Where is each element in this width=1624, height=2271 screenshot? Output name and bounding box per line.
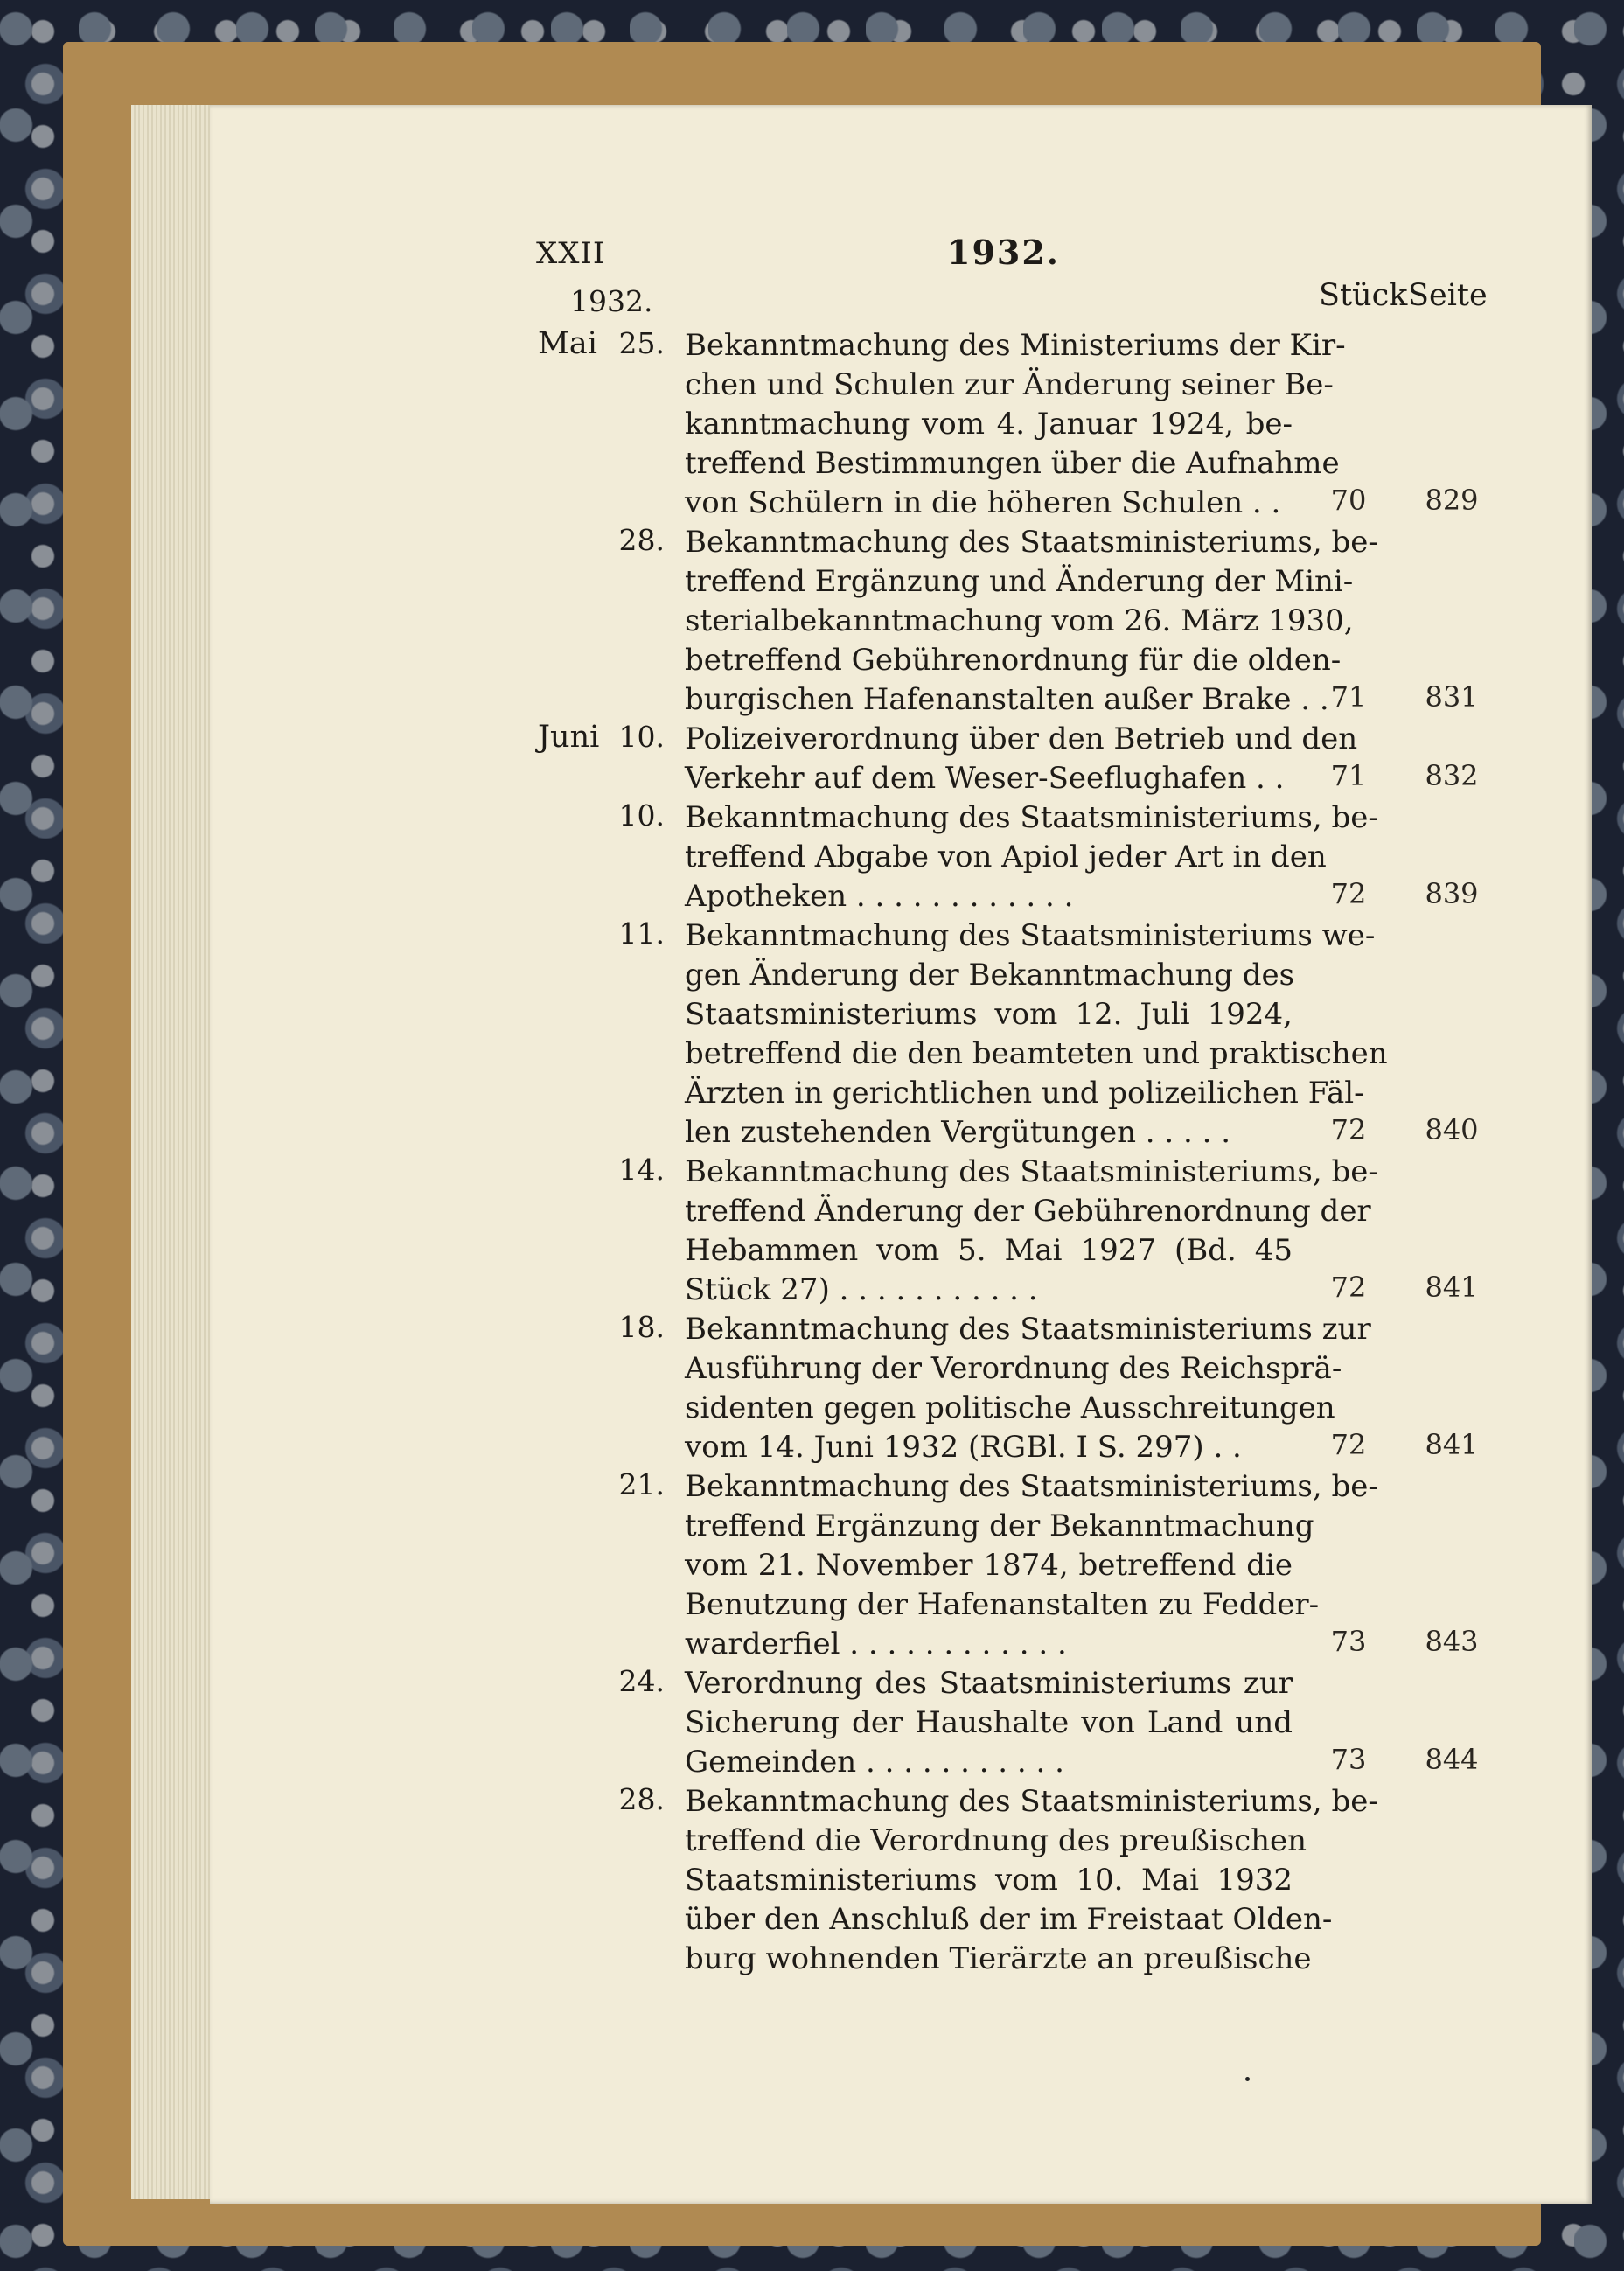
entry-seite: 841 xyxy=(1425,1271,1479,1304)
entry-line: vom 14. Juni 1932 (RGBl. I S. 297) . . xyxy=(685,1430,1242,1465)
entry-line: Hebammen vom 5. Mai 1927 (Bd. 45 xyxy=(685,1233,1293,1268)
running-head-year: 1932. xyxy=(947,233,1060,272)
entry-line: vom 21. November 1874, betreffend die xyxy=(685,1548,1293,1583)
entry-day: 21. xyxy=(618,1467,665,1501)
entry-line: von Schülern in die höheren Schulen . . xyxy=(685,485,1281,520)
entry-day: 24. xyxy=(618,1664,665,1698)
entry-stueck: 71 xyxy=(1330,680,1367,714)
entry-day: 28. xyxy=(618,1782,665,1816)
entry-description xyxy=(685,1782,1378,1979)
entry-line: Bekanntmachung des Staatsministeriums, be- xyxy=(685,1784,1378,1819)
entry-month: Mai xyxy=(538,326,597,361)
entry-seite: 844 xyxy=(1425,1743,1479,1776)
entry-line: treffend Abgabe von Apiol jeder Art in den xyxy=(685,839,1327,874)
entry-stueck: 72 xyxy=(1330,1113,1367,1146)
entry-seite: 832 xyxy=(1425,759,1479,792)
entry-line: Bekanntmachung des Staatsministeriums we- xyxy=(685,918,1376,953)
entry-line: warderfiel . . . . . . . . . . . . xyxy=(685,1627,1067,1661)
entry-line: Polizeiverordnung über den Betrieb und den xyxy=(685,721,1358,756)
entry-stueck: 73 xyxy=(1330,1625,1367,1658)
entry-line: Apotheken . . . . . . . . . . . . xyxy=(685,879,1074,914)
entry-day: 28. xyxy=(618,523,665,557)
entry-line: Gemeinden . . . . . . . . . . . xyxy=(685,1745,1064,1780)
entry-line: Ausführung der Verordnung des Reichsprä- xyxy=(685,1351,1342,1386)
entry-line: Verkehr auf dem Weser-Seeflughafen . . xyxy=(685,761,1285,796)
page-number: XXII xyxy=(536,236,606,271)
entry-line: Stück 27) . . . . . . . . . . . xyxy=(685,1272,1038,1307)
entry-line: len zustehenden Vergütungen . . . . . xyxy=(685,1115,1231,1150)
entry-line: Staatsministeriums vom 10. Mai 1932 xyxy=(685,1863,1293,1898)
entry-day: 14. xyxy=(618,1153,665,1187)
entry-description xyxy=(685,1664,1293,1782)
entry-line: Sicherung der Haushalte von Land und xyxy=(685,1705,1293,1740)
entry-line: Bekanntmachung des Staatsministeriums, be- xyxy=(685,1469,1378,1504)
entry-line: sterialbekanntmachung vom 26. März 1930, xyxy=(685,603,1354,638)
entry-line: burg wohnenden Tierärzte an preußische xyxy=(685,1941,1312,1976)
entry-line: Staatsministeriums vom 12. Juli 1924, xyxy=(685,997,1293,1032)
entry-seite: 843 xyxy=(1425,1625,1479,1658)
entry-line: chen und Schulen zur Änderung seiner Be- xyxy=(685,367,1334,402)
entry-stueck: 72 xyxy=(1330,877,1367,910)
column-seite: Seite xyxy=(1408,278,1488,313)
entry-day: 18. xyxy=(618,1310,665,1344)
entry-seite: 829 xyxy=(1425,484,1479,517)
column-stueck: Stück xyxy=(1319,278,1408,313)
entry-line: betreffend die den beamteten und praktischen xyxy=(685,1036,1388,1071)
entry-seite: 841 xyxy=(1425,1428,1479,1461)
entry-line: über den Anschluß der im Freistaat Olden- xyxy=(685,1902,1333,1937)
entry-stueck: 71 xyxy=(1330,759,1367,792)
entry-seite: 831 xyxy=(1425,680,1479,714)
entry-stueck: 70 xyxy=(1330,484,1367,517)
entry-description xyxy=(685,326,1346,523)
entry-line: kanntmachung vom 4. Januar 1924, be- xyxy=(685,407,1293,442)
entry-stueck: 72 xyxy=(1330,1271,1367,1304)
entry-day: 25. xyxy=(618,326,665,360)
entry-line: burgischen Hafenanstalten außer Brake . . xyxy=(685,682,1329,717)
entry-line: treffend Ergänzung der Bekanntmachung xyxy=(685,1508,1314,1543)
entry-line: Bekanntmachung des Staatsministeriums zur xyxy=(685,1312,1371,1347)
entry-line: sidenten gegen politische Ausschreitungen xyxy=(685,1390,1335,1425)
column-year: 1932. xyxy=(570,284,653,318)
entry-stueck: 72 xyxy=(1330,1428,1367,1461)
entry-seite: 839 xyxy=(1425,877,1479,910)
entry-line: treffend Bestimmungen über die Aufnahme xyxy=(685,446,1340,481)
entry-month: Juni xyxy=(538,720,600,755)
entry-stueck: 73 xyxy=(1330,1743,1367,1776)
stray-mark xyxy=(1245,2077,1250,2081)
entry-line: treffend die Verordnung des preußischen xyxy=(685,1823,1307,1858)
entry-day: 11. xyxy=(618,916,665,951)
entry-line: gen Änderung der Bekanntmachung des xyxy=(685,958,1295,993)
entry-line: Bekanntmachung des Staatsministeriums, be- xyxy=(685,800,1378,835)
entry-seite: 840 xyxy=(1425,1113,1479,1146)
entry-day: 10. xyxy=(618,798,665,832)
entry-line: Bekanntmachung des Staatsministeriums, be- xyxy=(685,525,1378,560)
entry-line: Ärzten in gerichtlichen und polizeilichen Fäl- xyxy=(685,1076,1364,1111)
entry-line: Verordnung des Staatsministeriums zur xyxy=(685,1666,1293,1701)
entry-line: Bekanntmachung des Ministeriums der Kir- xyxy=(685,328,1346,363)
entry-line: treffend Änderung der Gebührenordnung der xyxy=(685,1194,1371,1229)
entry-day: 10. xyxy=(618,720,665,754)
entry-line: treffend Ergänzung und Änderung der Mini- xyxy=(685,564,1354,599)
entry-line: Bekanntmachung des Staatsministeriums, be- xyxy=(685,1154,1378,1189)
entry-line: Benutzung der Hafenanstalten zu Fedder- xyxy=(685,1587,1320,1622)
entry-line: betreffend Gebührenordnung für die olden- xyxy=(685,643,1342,678)
